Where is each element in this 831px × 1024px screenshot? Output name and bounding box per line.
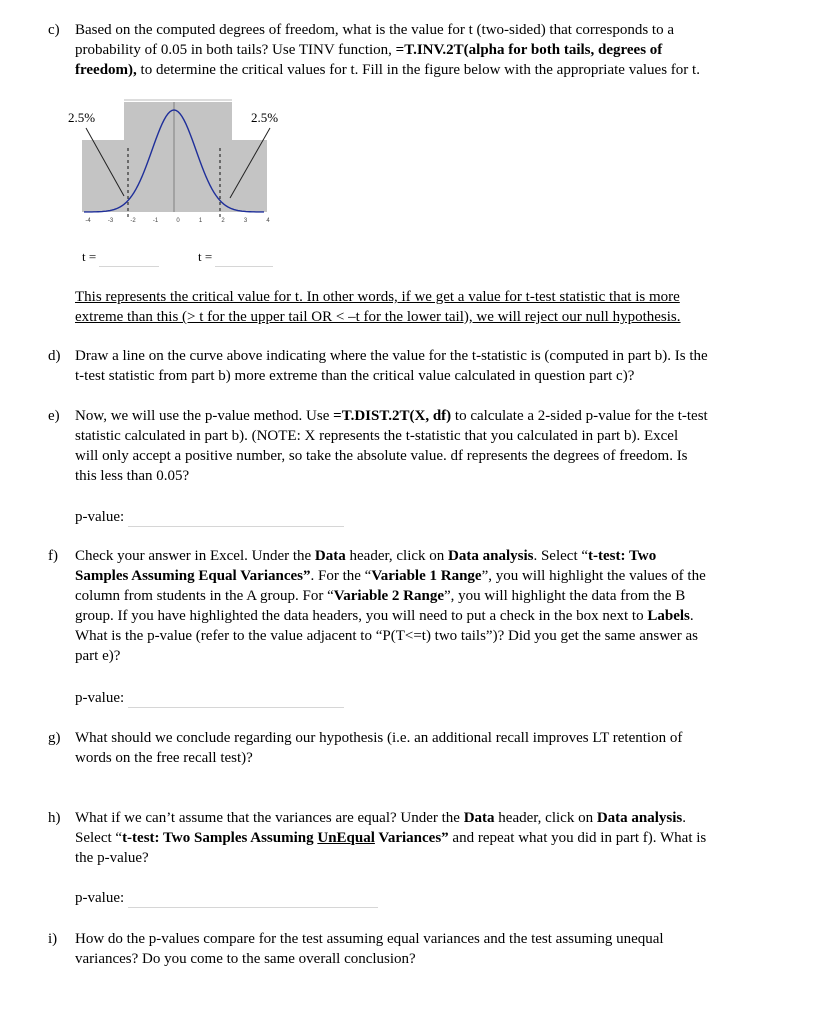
x-tick-label: 0 — [176, 218, 180, 224]
question-marker: e) — [48, 408, 60, 424]
critical-value-note: This represents the critical value for t. In other words, if we get a value for t-test statistic that is more extreme than this (> t for the upper tail OR < –t for the lower tail), we will reject our null hypothesis. — [75, 289, 681, 325]
p-value-h: p-value: — [75, 888, 378, 908]
t-value-right: t = — [198, 247, 273, 267]
question-marker: g) — [48, 730, 61, 746]
t-distribution-figure — [60, 96, 300, 236]
question-text: Now, we will use the p-value method. Use =T.DIST.2T(X, df) to calculate a 2-sided p-value for the t-test statistic calculated in part b). (NOTE: X represents the t-statistic that you calculated in part b). Excel will only accept a positive number, so take the absolute value. df represents the degrees of freedom. Is this less than 0.05? — [75, 408, 708, 484]
left-tail-label: 2.5% — [68, 110, 96, 125]
question-text: What if we can’t assume that the variances are equal? Under the Data header, click on Data analysis. Select “t-test: Two Samples Assuming UnEqual Variances” and repeat what you did in part f). What is the p-value? — [75, 810, 707, 866]
x-tick-label: -1 — [152, 218, 159, 224]
question-marker: c) — [48, 22, 60, 38]
question-marker: d) — [48, 348, 61, 364]
x-axis-ticks — [85, 218, 270, 224]
x-tick-label: -2 — [130, 218, 136, 224]
t-value-left: t = — [82, 247, 159, 267]
p-value-h-field[interactable] — [128, 893, 378, 908]
question-text: Check your answer in Excel. Under the Data header, click on Data analysis. Select “t-test: Two Samples Assuming Equal Variances”. For the “Variable 1 Range”, you will highlight the values of the column from students in the A group. For “Variable 2 Range”, you will highlight the data from the B group. If you have highlighted the data headers, you will need to put a check in the box next to Labels. What is the p-value (refer to the value adjacent to “P(T<=t) two tails”)? Did you get the same answer as part e)? — [75, 548, 706, 664]
t-value-right-field[interactable] — [215, 252, 273, 267]
question-text: How do the p-values compare for the test assuming equal variances and the test assuming unequal variances? Do you come to the same overall conclusion? — [75, 931, 664, 967]
question-marker: i) — [48, 931, 58, 947]
question-marker: f) — [48, 548, 58, 564]
p-value-e-field[interactable] — [128, 512, 344, 527]
p-value-f-field[interactable] — [128, 693, 344, 708]
x-tick-label: -4 — [85, 218, 91, 224]
x-tick-label: 2 — [221, 218, 225, 224]
plot-area-top — [124, 102, 232, 142]
question-text: Draw a line on the curve above indicating where the value for the t-statistic is (computed in part b). Is the t-test statistic from part b) more extreme than the critical value calculated in question part c)? — [75, 348, 708, 384]
question-text: What should we conclude regarding our hypothesis (i.e. an additional recall improves LT retention of words on the free recall test)? — [75, 730, 683, 766]
x-tick-label: 3 — [243, 218, 248, 224]
question-text: Based on the computed degrees of freedom, what is the value for t (two-sided) that corresponds to a probability of 0.05 in both tails? Use TINV function, =T.INV.2T(alpha for both tails, degrees of freedom), to determine the critical values for t. Fill in the figure below with the appropriate values for t. — [75, 22, 700, 78]
x-tick-label: -3 — [107, 218, 114, 224]
x-tick-label: 1 — [198, 218, 203, 224]
x-tick-label: 4 — [266, 218, 270, 224]
p-value-e: p-value: — [75, 507, 344, 527]
right-tail-label: 2.5% — [251, 110, 279, 125]
question-marker: h) — [48, 810, 61, 826]
p-value-f: p-value: — [75, 688, 344, 708]
t-value-left-field[interactable] — [99, 252, 159, 267]
